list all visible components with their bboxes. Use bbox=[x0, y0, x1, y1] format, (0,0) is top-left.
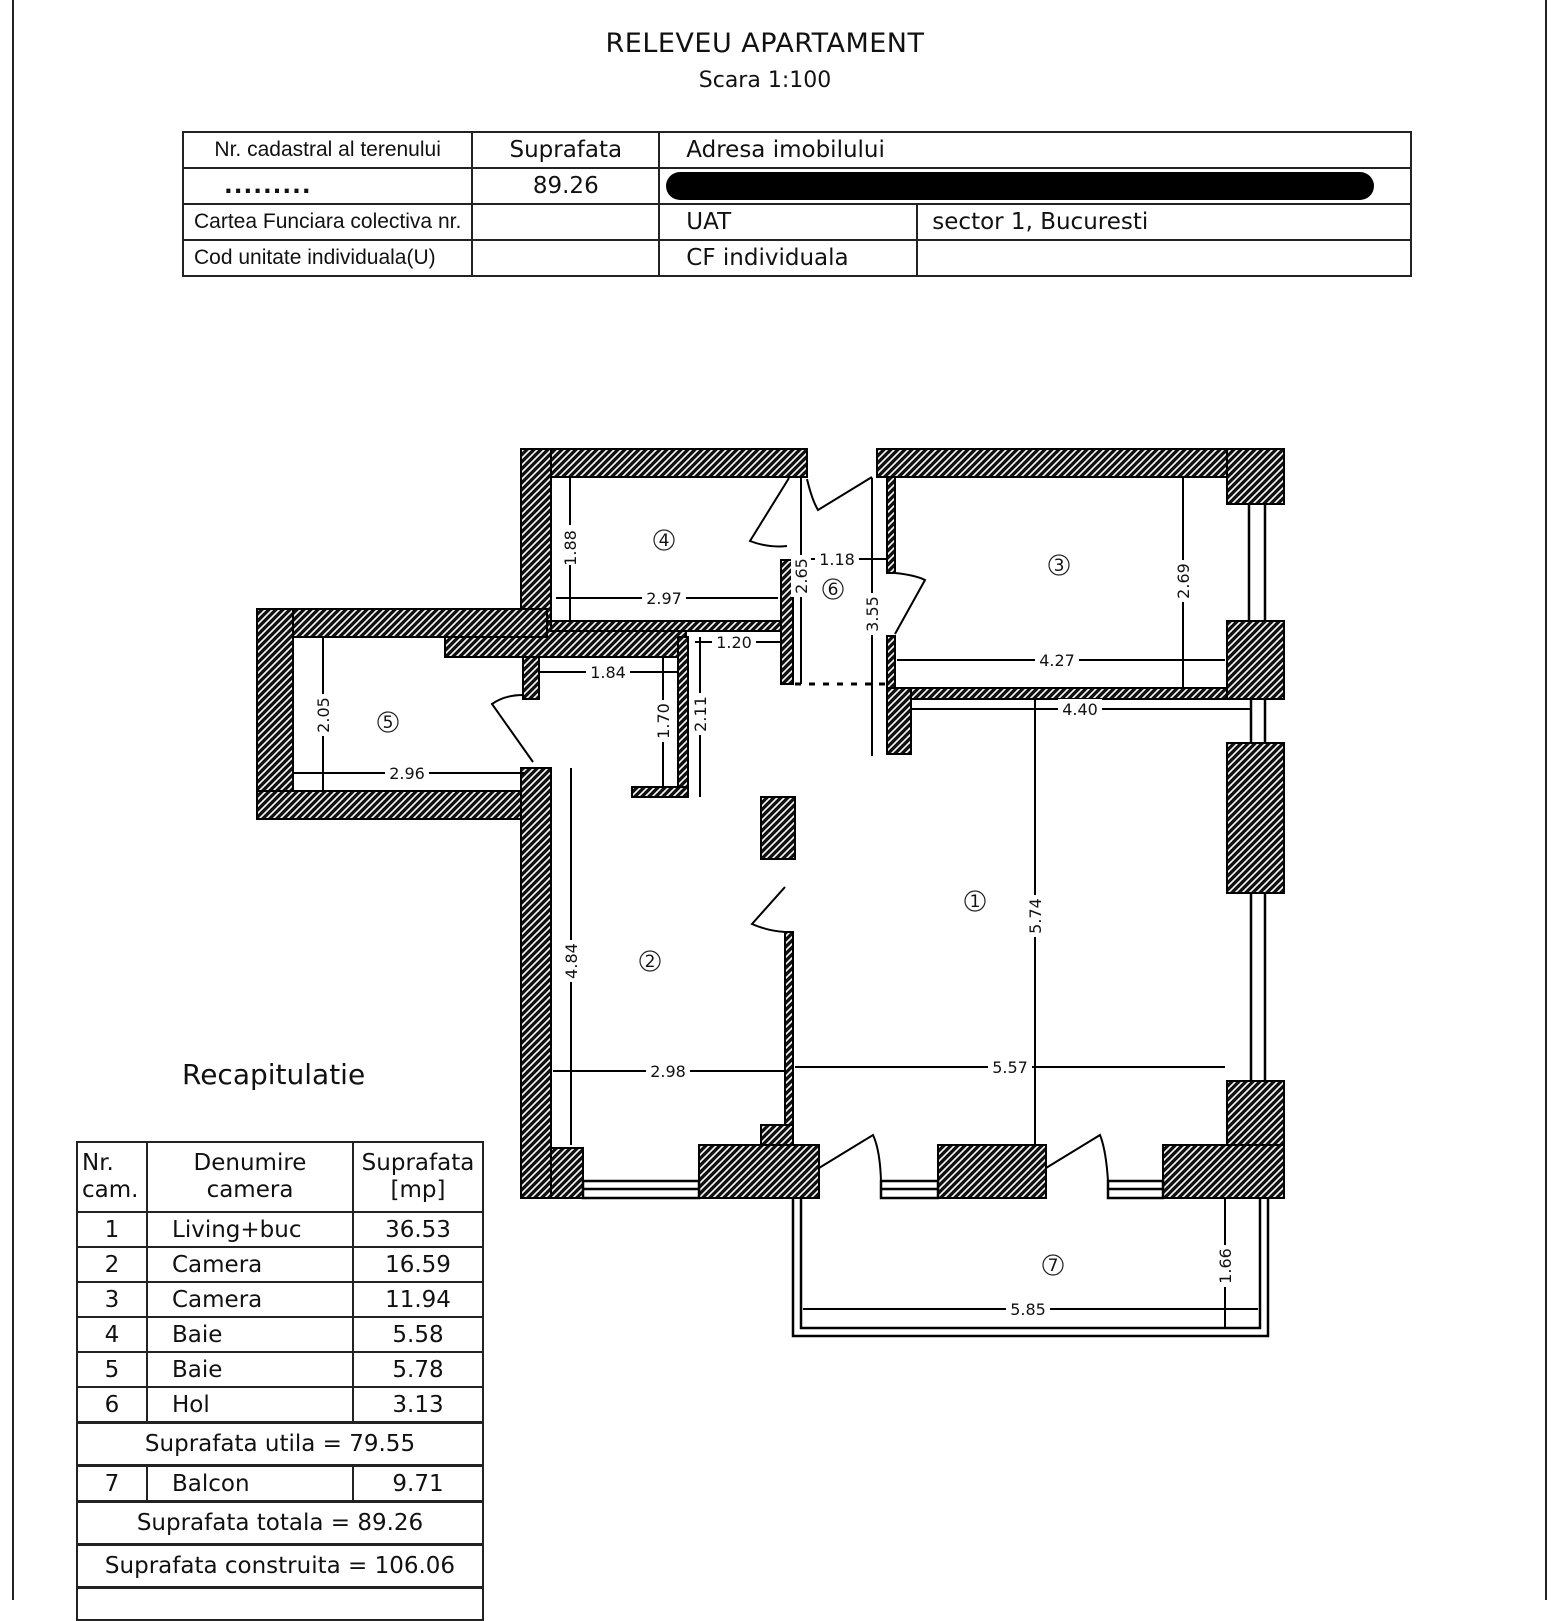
cadastral-number-label: Nr. cadastral al terenului bbox=[183, 132, 472, 168]
dim-room2-height: 4.84 bbox=[562, 943, 581, 979]
room-nr: 4 bbox=[77, 1317, 147, 1352]
header-area-line2: [mp] bbox=[390, 1177, 446, 1203]
dim-balcony-width: 5.85 bbox=[1010, 1300, 1046, 1319]
room-area: 16.59 bbox=[353, 1247, 483, 1282]
header-nr-line2: cam. bbox=[82, 1177, 139, 1203]
useful-area-total: Suprafata utila = 79.55 bbox=[77, 1423, 483, 1466]
dim-living-top-width: 4.40 bbox=[1062, 700, 1098, 719]
dim-room5-height: 2.05 bbox=[314, 697, 333, 733]
dim-closet-width: 1.84 bbox=[590, 663, 626, 682]
room-area: 9.71 bbox=[353, 1466, 483, 1502]
room-area: 3.13 bbox=[353, 1387, 483, 1423]
table-row bbox=[77, 1247, 483, 1282]
dim-room3-width: 4.27 bbox=[1039, 651, 1075, 670]
room-label-6: 6 bbox=[827, 580, 839, 600]
useful-area-row bbox=[77, 1423, 483, 1466]
dim-hall-height: 2.65 bbox=[792, 558, 811, 594]
dim-room4-height: 1.88 bbox=[561, 530, 580, 566]
dim-room3-height: 2.69 bbox=[1174, 563, 1193, 599]
recap-table bbox=[76, 1141, 484, 1621]
room-nr: 6 bbox=[77, 1387, 147, 1423]
room-area: 11.94 bbox=[353, 1282, 483, 1317]
dim-hall-height-2: 3.55 bbox=[863, 596, 882, 632]
room-nr: 2 bbox=[77, 1247, 147, 1282]
dim-room2-width: 2.98 bbox=[650, 1062, 686, 1081]
room-area: 5.58 bbox=[353, 1317, 483, 1352]
room-name: Baie bbox=[147, 1317, 353, 1352]
table-row bbox=[77, 1212, 483, 1247]
room-label-1: 1 bbox=[969, 892, 981, 912]
area-value: 89.26 bbox=[472, 168, 659, 204]
walls bbox=[257, 449, 1284, 1198]
dim-balcony-height: 1.66 bbox=[1216, 1248, 1235, 1284]
uat-value: sector 1, Bucuresti bbox=[917, 204, 1411, 240]
header-name-line2: camera bbox=[206, 1177, 294, 1203]
room-name: Camera bbox=[147, 1282, 353, 1317]
dim-living-height: 5.74 bbox=[1026, 898, 1045, 934]
built-area-row bbox=[77, 1545, 483, 1588]
header-nr bbox=[77, 1142, 147, 1212]
cadastral-number-value: ......... bbox=[183, 168, 472, 204]
table-row bbox=[77, 1282, 483, 1317]
dim-hall-width: 1.18 bbox=[819, 550, 855, 569]
room-name: Camera bbox=[147, 1247, 353, 1282]
dim-closet-height: 1.70 bbox=[654, 703, 673, 739]
room-label-5: 5 bbox=[382, 713, 394, 733]
room-area: 5.78 bbox=[353, 1352, 483, 1387]
room-label-2: 2 bbox=[644, 952, 656, 972]
built-area: Suprafata construita = 106.06 bbox=[77, 1545, 483, 1588]
room-nr: 1 bbox=[77, 1212, 147, 1247]
table-row bbox=[77, 1317, 483, 1352]
header-area-line1: Suprafata bbox=[361, 1150, 475, 1176]
uat-label: UAT bbox=[659, 204, 917, 240]
room-nr: 7 bbox=[77, 1466, 147, 1502]
header-name-line1: Denumire bbox=[193, 1150, 307, 1176]
total-area: Suprafata totala = 89.26 bbox=[77, 1502, 483, 1545]
table-row bbox=[77, 1387, 483, 1423]
table-row-empty bbox=[77, 1588, 483, 1621]
empty-cell bbox=[77, 1588, 483, 1621]
windows bbox=[583, 504, 1265, 1198]
room-name: Hol bbox=[147, 1387, 353, 1423]
room-area: 36.53 bbox=[353, 1212, 483, 1247]
room-name: Living+buc bbox=[147, 1212, 353, 1247]
room-nr: 5 bbox=[77, 1352, 147, 1387]
header-area bbox=[353, 1142, 483, 1212]
room-label-3: 3 bbox=[1053, 556, 1065, 576]
address-label: Adresa imobilului bbox=[659, 132, 1411, 168]
dim-corridor-height: 2.11 bbox=[691, 696, 710, 732]
dim-room5-width: 2.96 bbox=[389, 764, 425, 783]
dim-room4-width: 2.97 bbox=[646, 589, 682, 608]
table-row-balcony bbox=[77, 1466, 483, 1502]
cf-collective-label: Cartea Funciara colectiva nr. bbox=[183, 204, 472, 240]
dim-living-width: 5.57 bbox=[992, 1058, 1028, 1077]
total-area-row bbox=[77, 1502, 483, 1545]
document-title: RELEVEU APARTAMENT bbox=[605, 28, 925, 59]
header-name bbox=[147, 1142, 353, 1212]
room-name: Balcon bbox=[147, 1466, 353, 1502]
room-label-4: 4 bbox=[658, 531, 670, 551]
room-nr: 3 bbox=[77, 1282, 147, 1317]
table-row bbox=[77, 1352, 483, 1387]
unit-code-label: Cod unitate individuala(U) bbox=[183, 240, 472, 276]
scale-label: Scara 1:100 bbox=[698, 68, 832, 93]
header-nr-line1: Nr. bbox=[82, 1150, 114, 1176]
room-name: Baie bbox=[147, 1352, 353, 1387]
room-label-7: 7 bbox=[1047, 1256, 1059, 1276]
recap-header-row bbox=[77, 1142, 483, 1212]
cf-individual-label: CF individuala bbox=[659, 240, 917, 276]
area-label: Suprafata bbox=[472, 132, 659, 168]
dim-corridor-width: 1.20 bbox=[716, 633, 752, 652]
recap-title: Recapitulatie bbox=[182, 1058, 366, 1091]
